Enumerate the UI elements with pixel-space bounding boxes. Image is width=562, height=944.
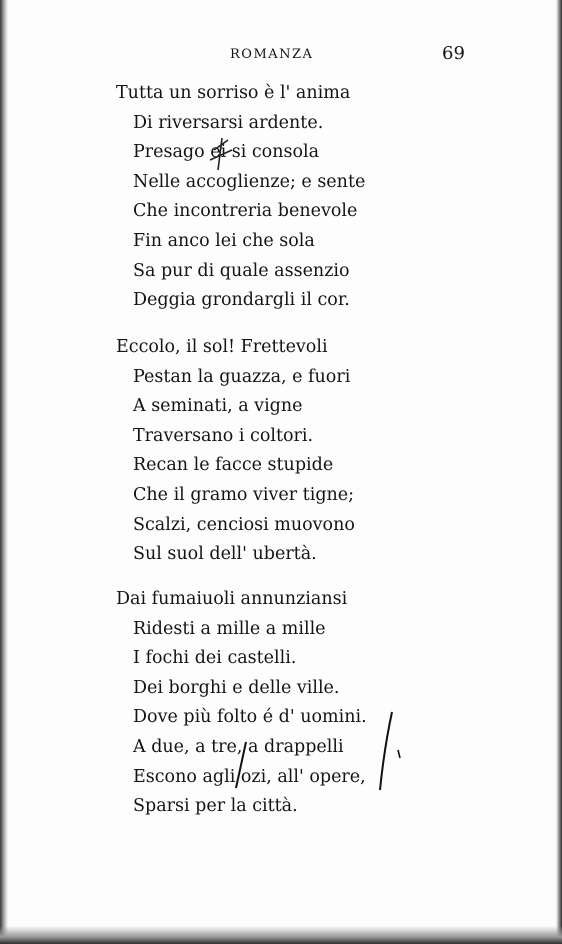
poem-line: Pestan la guazza, e fuori — [133, 366, 351, 387]
poem-line: Traversano i coltori. — [133, 425, 314, 446]
poem-line: Ridesti a mille a mille — [133, 618, 326, 639]
poem-line: Scalzi, cenciosi muovono — [133, 514, 355, 535]
poem-line: Sparsi per la città. — [133, 796, 298, 817]
poem-line: Sul suol dell' ubertà. — [133, 544, 317, 565]
poem-line: Fin anco lei che sola — [133, 230, 315, 251]
poem-line: Dove più folto é d' uomini. — [133, 707, 367, 728]
poem-line: Tutta un sorriso è l' anima — [116, 83, 351, 103]
poem-line: Presago ei si consola — [133, 142, 320, 163]
poem-line: I fochi dei castelli. — [133, 648, 297, 669]
poem-line: A due, a tre, a drappelli — [133, 736, 344, 757]
poem-line: Escono agli ozi, all' opere, — [133, 766, 366, 787]
poem-line: Deggia grondargli il cor. — [133, 290, 350, 311]
running-header-title: ROMANZA — [230, 47, 314, 62]
page-number: 69 — [442, 43, 465, 64]
poem-line: Che incontreria benevole — [133, 201, 358, 222]
poem-stanza-2 — [116, 333, 355, 570]
poem-line: Che il gramo viver tigne; — [133, 484, 355, 505]
page-edge-shadow-left — [0, 0, 8, 944]
poem-stanza-3 — [116, 585, 367, 822]
poem-line: Di riversarsi ardente. — [133, 112, 324, 133]
page-edge-shadow-right — [556, 0, 562, 944]
poem-line: Eccolo, il sol! Frettevoli — [116, 337, 328, 357]
poem-line: Recan le facce stupide — [133, 455, 334, 476]
page-edge-shadow-bottom — [0, 926, 562, 944]
poem-line: A seminati, a vigne — [133, 396, 303, 417]
poem-stanza-1 — [116, 79, 365, 316]
poem-line: Dai fumaiuoli annunziansi — [116, 589, 348, 609]
poem-line: Sa pur di quale assenzio — [133, 260, 350, 281]
poem-line: Nelle accoglienze; e sente — [133, 171, 366, 192]
poem-line: Dei borghi e delle ville. — [133, 677, 340, 698]
